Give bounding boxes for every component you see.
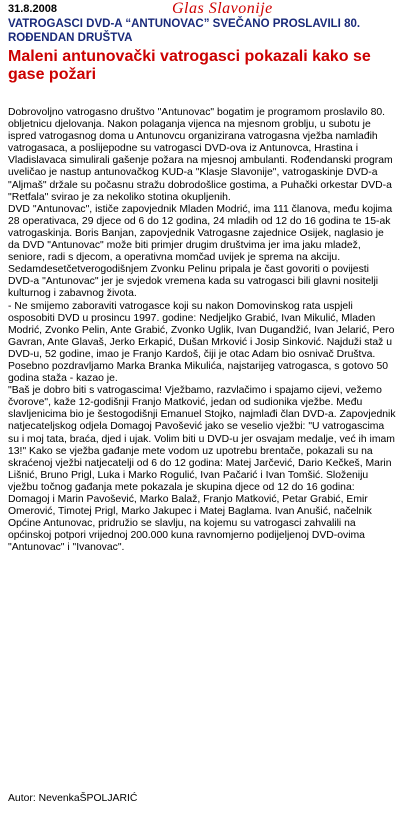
newspaper-name: Glas Slavonije (172, 0, 273, 17)
paragraph-quote-history: - Ne smijemo zaboraviti vatrogasce koji su nakon Domovinskog rata uspjeli osposobiti DVD u prosincu 1997. godine: Nedjeljko Grabić, Ivan Mikulić, Mladen Modrić, Zvonko Pelin, Ante Grabić, Zvonko Uglik, Ivan Dugandžić, Ivan Jelarić, Pero Gavran, Ante Glavaš, Jerko Erkapić, Dušan Mrković i Josip Sinković. Najduži staž u DVD-u, 52 godine, imao je Franjo Kardoš, čiji je otac Adam bio osnivač Društva. Posebno pozdravljamo Marka Branka Mikulića, najstarijeg vatrogasca, s gotovo 50 godina staža - kazao je. (8, 300, 395, 385)
article-kicker: VATROGASCI DVD-A “ANTUNOVAC” SVEČANO PROSLAVILI 80. ROĐENDAN DRUŠTVA (8, 18, 361, 44)
paragraph-intro: Dobrovoljno vatrogasno društvo "Antunovac" bogatim je programom proslavilo 80. obljetnicu djelovanja. Nakon polaganja vijenca na mjesnom groblju, u subotu je ispred vatrogasnog doma u Antunovcu organizirana vatrogasna vježba namlađih vatrogasaca, a poslijepodne su vatrogasci DVD-ova iz Antunovca, Hrastina i Vladislavaca simulirali gašenje požara na mjesnoj ambulanti. Rođendanski program uveličao je nastup antunovačkog KUD-a "Klasje Slavonije", vatrogaskinje DVD-a "Aljmaš" držale su počasnu stražu dobrodošlice gostima, a Puhački orkestar DVD-a "Retfala" svirao je za nekoliko stotina okupljenih. (8, 107, 393, 203)
paragraph-members: DVD "Antunovac", ističe zapovjednik Mladen Modrić, ima 111 članova, među kojima 28 operativaca, 29 djece od 6 do 12 godina, 24 mladih od 12 do 16 godina te 15-ak vatrogaskinja. Boris Banjan, zapovjednik Vatrogasne zajednice Osijek, naglasio je da DVD "Antunovac" može biti primjer drugim društvima jer ima jaku mladež, seniore, radi s djecom, a operativna momčad uvijek je sprema na akciju. Sedamdesetčetverogodišnjem Zvonku Pelinu pripala je čast govoriti o povijesti DVD-a "Antunovac" jer je svjedok vremena kada su vatrogasci bili glavni nositelji kulturnog i zabavnog života. (8, 203, 393, 300)
publication-date: 31.8.2008 (8, 3, 57, 15)
article-body (8, 107, 396, 554)
article-headline: Maleni antunovački vatrogasci pokazali kako se gase požari (8, 48, 371, 83)
article-author: Autor: NevenkaŠPOLJARIĆ (8, 793, 138, 804)
paragraph-exercise: "Baš je dobro biti s vatrogascima! Vježbamo, razvlačimo i spajamo cijevi, vežemo čvorove", kaže 12-godišnji Franjo Matković, jedan od sudionika vježbe. Među slavljenicima bio je šestogodišnji Emanuel Stojko, najmlađi član DVD-a. Zapovjednik natjecateljskog odjela Domagoj Pavošević jako se veselio vježbi: "U vatrogascima su i moj tata, braća, djed i ujak. Volim biti u DVD-u jer osvajam medalje, već ih imam 13!" Kako se vježba gađanje mete vodom uz upotrebu brentače, pokazali su na skraćenoj vježbi natjecatelji od 6 do 12 godina: Matej Jarčević, Dario Kečkeš, Marin Lišnić, Bruno Prigl, Luka i Marko Rogulić, Ivan Pačarić i Ivan Tomšić. Složeniju vježbu točnog gađanja mete pokazala je skupina djece od 12 do 16 godina: Domagoj i Marin Pavošević, Marko Balaž, Franjo Matković, Petar Grabić, Emir Omerović, Timotej Prigl, Marko Jakupec i Matej Baglama. Ivan Anušić, načelnik Općine Antunovac, pridružio se slavlju, na kojemu su vatrogasci zahvalili na općinskoj potpori vrijednoj 200.000 kuna ravnomjerno podijeljenoj DVD-ovima "Antunovac" i "Ivanovac". (8, 385, 396, 554)
